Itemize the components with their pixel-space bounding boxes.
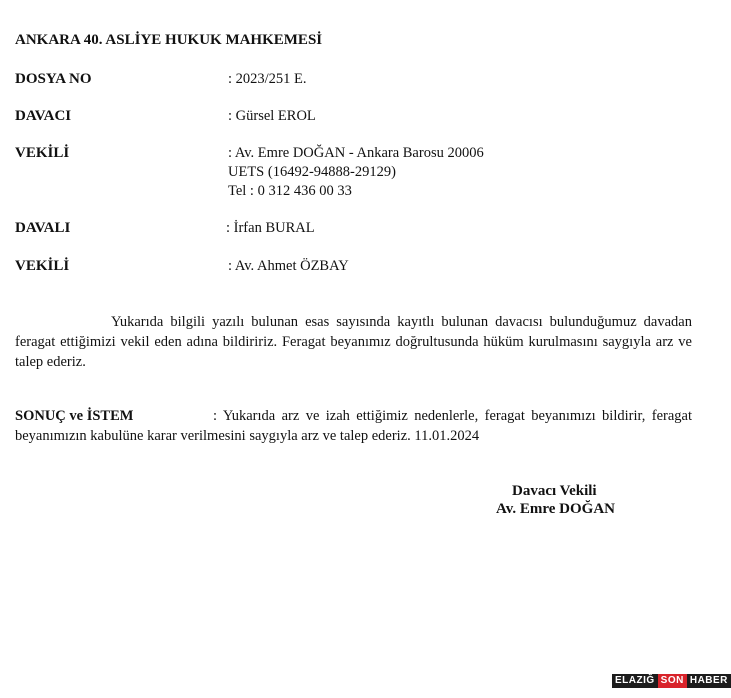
conclusion-text: : Yukarıda arz ve izah ettiğimiz nedenlerle, feragat beyanımızı bildirir, feragat beyanımızın kabulüne karar verilmesini saygıyla arz ve talep ederiz. 11.01.2024: [15, 408, 692, 444]
watermark-part3: HABER: [687, 674, 731, 688]
court-title: ANKARA 40. ASLİYE HUKUK MAHKEMESİ: [15, 32, 323, 48]
watermark-logo: [612, 674, 731, 688]
file-no-label: DOSYA NO: [15, 71, 92, 87]
file-no-value: : 2023/251 E.: [228, 71, 307, 87]
plaintiff-value: : Gürsel EROL: [228, 108, 316, 124]
body-paragraph: Yukarıda bilgili yazılı bulunan esas sayısında kayıtlı bulunan davacısı bulunduğumuz davadan feragat ettiğimizi vekil eden adına bildiririz. Feragat beyanımız doğrultusunda hüküm kurulmasını saygıyla arz ve talep ederiz.: [15, 314, 692, 370]
defendant-value: : İrfan BURAL: [226, 220, 315, 236]
plaintiff-attorney-uets: UETS (16492-94888-29129): [228, 164, 396, 180]
defendant-label: DAVALI: [15, 220, 71, 236]
plaintiff-attorney-phone: Tel : 0 312 436 00 33: [228, 183, 352, 199]
defendant-attorney-label: VEKİLİ: [15, 258, 70, 274]
signature-name: Av. Emre DOĞAN: [496, 501, 616, 517]
conclusion-label: SONUÇ ve İSTEM: [15, 408, 134, 424]
plaintiff-attorney-label: VEKİLİ: [15, 145, 70, 161]
plaintiff-label: DAVACI: [15, 108, 72, 124]
defendant-attorney-value: : Av. Ahmet ÖZBAY: [228, 258, 349, 274]
watermark-part1: ELAZIĞ: [612, 674, 658, 688]
signature-title: Davacı Vekili: [512, 483, 597, 499]
watermark-part2: SON: [658, 674, 687, 688]
conclusion-paragraph: [15, 406, 692, 446]
plaintiff-attorney-line1: : Av. Emre DOĞAN - Ankara Barosu 20006: [228, 145, 484, 161]
